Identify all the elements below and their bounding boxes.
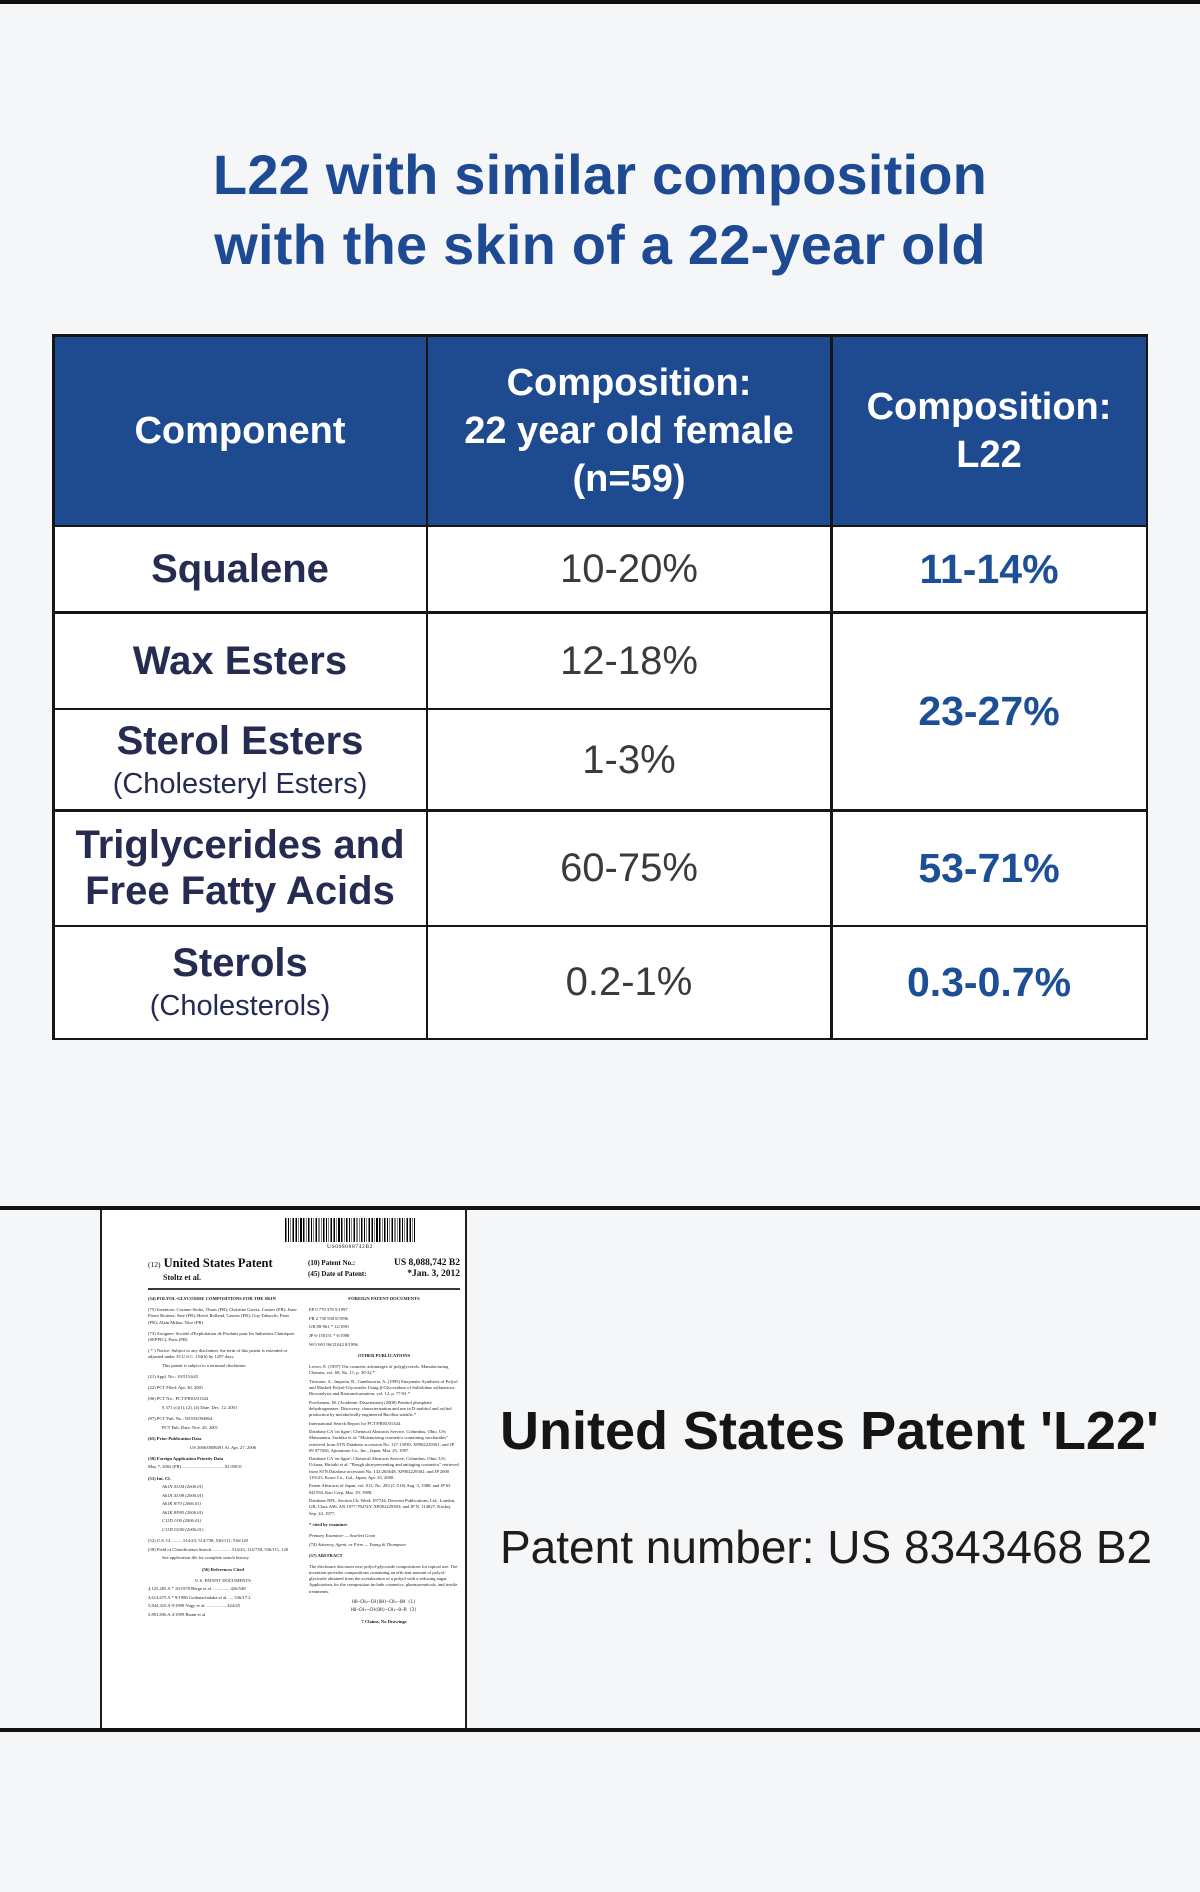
patent-date-row bbox=[308, 1269, 460, 1280]
patent-scan-line: This patent is subject to a terminal disclaimer. bbox=[162, 1362, 247, 1368]
patent-scan-line: GB 88-961 * 12/1981 bbox=[309, 1324, 350, 1330]
patent-scan-line: Povelainen, M. (Academic Dissertation) (2008) Pentitol phosphate dehydrogenases: Discovery, characterization and use in D-arabitol and xylitol production by metabolically engineered Bacillus subtilis.* bbox=[309, 1399, 452, 1417]
patent-scan-line: (58) Field of Classification Search ................ 514/23, 114/738; 536/111, 120 bbox=[148, 1546, 289, 1552]
patent-scan-line: Database NPL, Section Ch, Week 197744, Derwent Publications, Ltd., London, GB; Class A96, AN 1977-78274Y, XP002229303; and JP N. 114827, Kirikej, Sep. 24, 1977. bbox=[309, 1498, 456, 1516]
patent-scan-line: (54) POLYOL-GLYCOSIDE COMPOSITIONS FOR THE SKIN bbox=[148, 1296, 276, 1301]
patent-scan-line: FR 2 730 930 8/1996 bbox=[309, 1315, 349, 1321]
patent-scan-line: (75) Inventors: Corinne Stoltz, Thiais (FR); Christine Garcia, Castres (FR); Jean-Pierre Boiteux, Sete (FR); Hervé Rolland, Castres (FR); Guy Tabacchi, Paris (FR); Alain Milius, Nice (FR) bbox=[148, 1307, 298, 1325]
patent-scan-line: 7 Claims, No Drawings bbox=[361, 1619, 407, 1625]
table-cell-female-value bbox=[428, 812, 830, 925]
patent-scan-header-right bbox=[308, 1256, 460, 1284]
patent-date-value: *Jan. 3, 2012 bbox=[407, 1268, 460, 1279]
composition-table bbox=[52, 334, 1148, 1040]
header-label: Component bbox=[134, 409, 346, 452]
patent-scan-line: Primary Examiner — Scarlett Goon bbox=[309, 1532, 376, 1538]
patent-scan-line: EP 0 770 378 5/1997 bbox=[309, 1307, 348, 1313]
patent-scan-title bbox=[148, 1256, 273, 1272]
table-cell-component-sterol-esters bbox=[55, 710, 426, 809]
patent-scan-line: 4,614,675 A * 9/1986 Gothatachalaka et al. .... 536/17.2 bbox=[148, 1594, 251, 1600]
barcode-icon bbox=[285, 1218, 415, 1242]
patent-date-label: (45) Date of Patent: bbox=[308, 1269, 367, 1278]
patent-scan-line: May 7, 2002 (FR) .................................... 02 05831 bbox=[148, 1464, 243, 1470]
patent-scan-divider bbox=[148, 1288, 460, 1290]
patent-document-thumbnail bbox=[100, 1210, 467, 1728]
patent-scan-line: (51) Int. Cl. bbox=[148, 1475, 171, 1481]
component-name: Squalene bbox=[151, 547, 329, 591]
patent-scan-left-column bbox=[148, 1296, 298, 1628]
l22-value: 23-27% bbox=[918, 688, 1060, 735]
table-cell-component-wax-esters bbox=[55, 614, 426, 708]
component-name: Sterols bbox=[172, 941, 308, 986]
patent-scan-line: Lower, E. (1997) The cosmetic advantages of polyglycerols. Manufacturing Chemist, vol. 68, No. 11, p. 30-32.* bbox=[309, 1363, 449, 1376]
table-cell-l22-value bbox=[833, 927, 1146, 1038]
patent-scan-line: HO—CH₂—CH(OH)—CH₂—O—R (2) bbox=[350, 1608, 418, 1614]
l22-value: 11-14% bbox=[919, 546, 1059, 592]
patent-no-value: US 8,088,742 B2 bbox=[394, 1258, 460, 1268]
patent-scan-authors: Stoltz et al. bbox=[163, 1273, 201, 1282]
patent-scan-line: (30) Foreign Application Priority Data bbox=[148, 1455, 224, 1461]
patent-scan-line: U.S. PATENT DOCUMENTS bbox=[195, 1577, 251, 1583]
patent-scan-line: (87) PCT Pub. No.: WO03/094864 bbox=[148, 1416, 213, 1422]
patent-scan-line: See application file for complete search history. bbox=[162, 1555, 250, 1561]
component-name: Wax Esters bbox=[132, 638, 348, 683]
patent-scan-line: Database CA 'en ligne'; Chemical Abstracts Service, Columbus, Ohio, US; Uchara, Hiroaki et al: "Rough skin-preventing and antiaging cosmetics" retrieved from STN Database accession No. 132:265648, XP002229302; and JP 2000 119125, Kosei Co., Ltd., Japan, Apr. 25, 2000. bbox=[309, 1456, 459, 1480]
table-header-female-composition bbox=[428, 337, 830, 525]
patent-scan-line: WO WO 96/21042 8/1996 bbox=[309, 1341, 358, 1347]
patent-scan-line: 5,844,310 A 9/1998 Nagy et al. ................. 424/45 bbox=[148, 1603, 240, 1609]
header-label: Composition: bbox=[506, 361, 752, 404]
table-cell-l22-value bbox=[833, 812, 1146, 925]
page-title-line2: with the skin of a 22-year old bbox=[214, 213, 986, 276]
patent-scan-line: C11D 15/00 (2006.01) bbox=[162, 1526, 204, 1532]
table-cell-component-sterols bbox=[55, 927, 426, 1038]
component-name: Triglycerides and Free Fatty Acids bbox=[75, 823, 405, 913]
patent-scan-right-column bbox=[309, 1296, 459, 1628]
patent-scan-line: (73) Assignee: Société d'Exploitation de Produits pour les Industries Chimiques (SEPPIC), Paris (FR) bbox=[148, 1330, 295, 1342]
patent-no-row bbox=[308, 1258, 460, 1269]
patent-scan-line: (74) Attorney, Agent, or Firm — Young & Thompson bbox=[309, 1541, 406, 1547]
patent-scan-line: PCT Pub. Date: Nov. 20, 2001 bbox=[162, 1424, 219, 1430]
patent-scan-line: A61K 8/70 (2006.01) bbox=[162, 1501, 201, 1507]
patent-scan-line: A61N 41/04 (2006.01) bbox=[162, 1484, 204, 1490]
page-title-line1: L22 with similar composition bbox=[212, 143, 988, 206]
patent-scan-line: 4,125,285 A * 10/1978 Berge et al. .............. 426/548 bbox=[148, 1586, 246, 1592]
patent-scan-line: The disclosure discusses new polyol-glycoside compositions for topical use. The invention provides compositions containing an efficient amount of polyol-glycoside obtained from the acetalization of a polyol with a reducing sugar. Applications for the composition include cosmetics, pharmaceuticals, and textile treatments. bbox=[309, 1563, 458, 1594]
table-cell-female-value bbox=[428, 614, 830, 708]
patent-scan-line: (52) U.S. Cl. ........ 514/23; 514/738; 536/111; 536/120 bbox=[148, 1538, 248, 1544]
header-label: L22 bbox=[956, 433, 1022, 476]
patent-scan-line: (56) References Cited bbox=[201, 1566, 244, 1572]
patent-scan-line: Patent Abstracts of Japan, vol. 012, No. 283 (C-516) Aug. 3, 1988, and JP 63 041594, Kao Corp, Mar. 19, 1988. bbox=[309, 1483, 451, 1495]
table-cell-component-triglycerides bbox=[55, 812, 426, 925]
doc-kind-code: (12) bbox=[148, 1260, 161, 1269]
patent-no-label: (10) Patent No.: bbox=[308, 1259, 356, 1267]
patent-scan-line: Database CA 'on ligne'; Chemical Abstracts Service, Columbus, Ohio, US; Matsumura, Sachiko et al: "Moisturizing cosmetics containing saccharides" retrieved from STN Database accession No. 127:13930, XP002229301; and JP 09 077656, Ajinomoto Co., Inc., Japan, Mar. 25, 1997. bbox=[309, 1429, 454, 1453]
patent-scan-line: (22) PCT Filed: Apr. 30, 2001 bbox=[148, 1385, 204, 1391]
table-cell-female-value bbox=[428, 527, 830, 611]
female-value: 12-18% bbox=[560, 638, 698, 683]
patent-scan-body bbox=[148, 1296, 460, 1628]
patent-scan-line: (65) Prior Publication Data bbox=[148, 1435, 202, 1441]
patent-scan-line: (86) PCT No.: PCT/FR03/01344 bbox=[148, 1396, 209, 1402]
patent-scan-line: ( * ) Notice: Subject to any disclaimer, the term of this patent is extended or adjusted under 35 U.S.C. 154(b) by 1297 days. bbox=[148, 1348, 288, 1360]
header-label: 22 year old female bbox=[464, 409, 794, 452]
female-value: 1-3% bbox=[582, 737, 676, 782]
table-header-l22-composition bbox=[833, 337, 1146, 525]
header-label: Composition: bbox=[866, 385, 1112, 428]
doc-title: United States Patent bbox=[163, 1256, 273, 1270]
patent-scan-line: A61K 8/995 (2006.01) bbox=[162, 1509, 204, 1515]
patent-scan-line: (21) Appl. No.: 10/515,645 bbox=[148, 1374, 199, 1380]
patent-scan-line: A61N 41/08 (2006.01) bbox=[162, 1492, 204, 1498]
l22-value: 0.3-0.7% bbox=[906, 959, 1072, 1006]
l22-value: 53-71% bbox=[918, 845, 1060, 891]
patent-scan-line: International Search Report for PCT/FR03/01344. bbox=[309, 1420, 402, 1426]
patent-scan-header-left bbox=[148, 1256, 273, 1284]
table-cell-l22-value-merged bbox=[833, 614, 1146, 810]
table-cell-l22-value bbox=[833, 527, 1146, 611]
patent-scan-line: US 2006/0008491 A1 Apr. 27, 2006 bbox=[189, 1444, 257, 1450]
female-value: 0.2-1% bbox=[565, 960, 693, 1005]
patent-number-caption: Patent number: US 8343468 B2 bbox=[500, 1521, 1153, 1573]
table-cell-female-value bbox=[428, 710, 830, 809]
female-value: 10-20% bbox=[560, 547, 698, 591]
patent-scan-line: OTHER PUBLICATIONS bbox=[357, 1352, 411, 1358]
patent-scan-line: Trincone, A., Improta, R., Gambacorta, A. (1995) Enzymatic Synthesis of Polyol and Masked Polyol-Glycosides Using β-Glycosidase of Sulfolobus solfataricus. Biocatalysis and Biotransformation, vol. 12, p. 77-81.* bbox=[309, 1378, 458, 1397]
table-cell-female-value bbox=[428, 927, 830, 1038]
patent-scan-line: * cited by examiner bbox=[309, 1521, 348, 1527]
patent-scan-line: JP 6-150151 * 6/1988 bbox=[309, 1332, 350, 1338]
female-value: 60-75% bbox=[560, 846, 698, 890]
patent-scan-line: § 371 (c)(1), (2), (4) Date: Dec. 12, 2001 bbox=[162, 1405, 238, 1411]
table-header-component bbox=[55, 337, 426, 525]
patent-scan-line: C11D 1/00 (2006.01) bbox=[162, 1518, 202, 1524]
header-label: (n=59) bbox=[572, 457, 686, 500]
patent-scan-line: FOREIGN PATENT DOCUMENTS bbox=[348, 1296, 420, 1301]
patent-scan-header bbox=[148, 1256, 460, 1284]
table-cell-component-squalene bbox=[55, 527, 426, 611]
patent-heading: United States Patent 'L22' bbox=[500, 1401, 1159, 1461]
component-subname: (Cholesterols) bbox=[149, 990, 331, 1023]
page-title bbox=[0, 140, 1200, 280]
component-name: Sterol Esters bbox=[116, 718, 364, 763]
patent-scan-line: (57) ABSTRACT bbox=[309, 1552, 343, 1558]
patent-scan-line: 5,891,836 A 4/1999 Baum et al. bbox=[148, 1612, 207, 1618]
component-subname: (Cholesteryl Esters) bbox=[112, 767, 368, 800]
barcode-number: US008088742B2 bbox=[327, 1244, 373, 1250]
patent-scan-line: HO—CH₂—CH(OH)—CH₂—OH (1) bbox=[352, 1599, 416, 1605]
patent-section-bottom-divider bbox=[0, 1728, 1200, 1732]
top-border-bar bbox=[0, 0, 1200, 4]
